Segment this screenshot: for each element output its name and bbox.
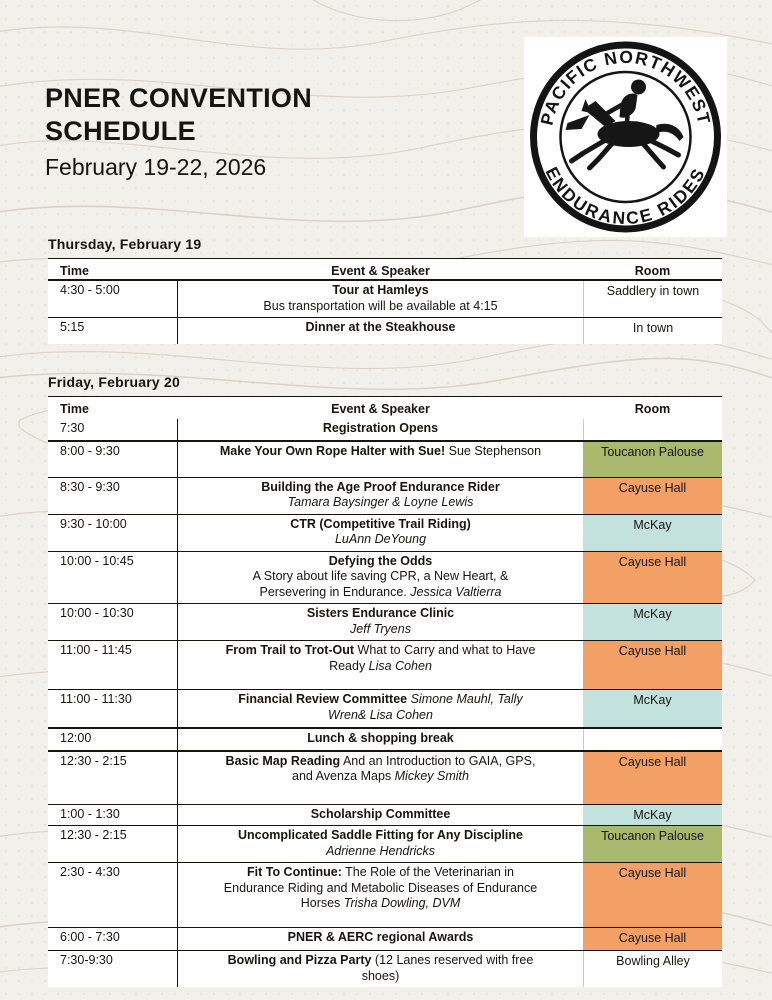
event-cell — [178, 442, 583, 477]
room-cell: Cayuse Hall — [583, 928, 722, 950]
event-cell — [178, 419, 583, 440]
day-block-thursday — [48, 236, 722, 344]
event-cell — [178, 951, 583, 987]
room-cell — [583, 729, 722, 750]
speaker-name: Adrienne Hendricks — [325, 843, 436, 858]
horse-rider-seal-icon — [524, 37, 727, 237]
event-description: A Story about life saving CPR, a New Heart, & Persevering in Endurance. — [252, 569, 509, 599]
column-header-room: Room — [634, 402, 671, 416]
page-title — [45, 82, 515, 148]
speaker-name: Trisha Dowling, DVM — [343, 896, 461, 910]
table-row — [48, 951, 722, 987]
event-description: Bus transportation will be available at 4:15 — [263, 298, 498, 313]
event-cell — [178, 805, 583, 826]
speaker-name: Mickey Smith — [394, 769, 469, 783]
room-cell: McKay — [583, 515, 722, 551]
event-title: Fit To Continue: — [247, 865, 342, 879]
table-row — [48, 690, 722, 729]
time-cell: 12:30 - 2:15 — [48, 826, 178, 862]
event-cell — [178, 752, 583, 804]
day-heading: Friday, February 20 — [48, 374, 180, 390]
time-cell: 8:00 - 9:30 — [48, 442, 178, 477]
column-header-time: Time — [60, 402, 89, 416]
room-cell: Toucanon Palouse — [583, 442, 722, 477]
event-description: The Role of the Veterinarian in Endurance Riding and Metabolic Diseases of Endurance Horses — [223, 865, 538, 910]
table-row — [48, 752, 722, 805]
event-cell — [178, 826, 583, 862]
event-title: Uncomplicated Saddle Fitting for Any Discipline — [238, 828, 523, 842]
event-description: (12 Lanes reserved with free shoes) — [361, 953, 534, 983]
room-cell: Cayuse Hall — [583, 552, 722, 604]
table-row — [48, 641, 722, 690]
speaker-name: Jeff Tryens — [350, 621, 411, 636]
event-cell — [178, 729, 583, 750]
page-subtitle: February 19-22, 2026 — [45, 154, 267, 180]
room-cell: Cayuse Hall — [583, 641, 722, 689]
table-row — [48, 515, 722, 552]
speaker-name: Lisa Cohen — [368, 658, 432, 673]
column-header-event: Event & Speaker — [331, 402, 430, 416]
table-header-row — [48, 397, 722, 419]
title-block — [45, 82, 515, 181]
time-cell: 11:00 - 11:45 — [48, 641, 178, 689]
table-row — [48, 863, 722, 928]
event-cell — [178, 863, 583, 927]
event-cell — [178, 478, 583, 514]
room-cell: McKay — [583, 604, 722, 640]
room-cell: McKay — [583, 805, 722, 826]
event-title: Basic Map Reading — [225, 753, 341, 768]
table-row — [48, 419, 722, 442]
room-cell: Cayuse Hall — [583, 478, 722, 514]
day-block-friday — [48, 374, 722, 987]
time-cell: 10:00 - 10:45 — [48, 552, 178, 604]
table-row — [48, 552, 722, 605]
page-title-line2: SCHEDULE — [45, 116, 196, 146]
event-title: Registration Opens — [322, 421, 439, 435]
event-title: Lunch & shopping break — [307, 731, 454, 745]
event-title: Building the Age Proof Endurance Rider — [261, 479, 500, 494]
time-cell: 5:15 — [48, 318, 178, 344]
event-title: PNER & AERC regional Awards — [287, 930, 474, 944]
event-title: Make Your Own Rope Halter with Sue! — [219, 443, 446, 458]
event-title: Scholarship Committee — [310, 806, 451, 821]
event-cell — [178, 690, 583, 727]
table-row — [48, 805, 722, 827]
event-title: From Trail to Trot-Out — [225, 643, 355, 657]
speaker-name: LuAnn DeYoung — [334, 532, 427, 546]
table-row — [48, 478, 722, 515]
room-cell: Cayuse Hall — [583, 752, 722, 804]
time-cell: 2:30 - 4:30 — [48, 863, 178, 927]
table-row — [48, 826, 722, 863]
room-cell: In town — [583, 318, 722, 344]
table-row — [48, 604, 722, 641]
schedule-table-thursday — [48, 258, 722, 344]
event-title: Financial Review Committee — [238, 692, 408, 706]
event-cell — [178, 318, 583, 344]
time-cell: 12:00 — [48, 729, 178, 750]
schedule-content — [48, 236, 722, 987]
time-cell: 4:30 - 5:00 — [48, 281, 178, 317]
room-cell: Saddlery in town — [583, 281, 722, 317]
time-cell: 7:30-9:30 — [48, 951, 178, 987]
event-title: Bowling and Pizza Party — [227, 953, 372, 967]
event-title: Dinner at the Steakhouse — [305, 320, 456, 334]
table-row — [48, 318, 722, 344]
column-header-event: Event & Speaker — [331, 264, 430, 278]
event-title: Sisters Endurance Clinic — [306, 606, 455, 620]
time-cell: 8:30 - 9:30 — [48, 478, 178, 514]
time-cell: 6:00 - 7:30 — [48, 928, 178, 950]
room-cell: McKay — [583, 690, 722, 727]
page-title-line1: PNER CONVENTION — [45, 83, 313, 113]
column-header-time: Time — [60, 264, 89, 278]
table-header-row — [48, 259, 722, 281]
event-description: And an Introduction to GAIA, GPS, and Avenza Maps — [292, 753, 536, 783]
room-cell: Bowling Alley — [583, 951, 722, 987]
event-cell — [178, 928, 583, 950]
table-row — [48, 928, 722, 951]
event-title: Tour at Hamleys — [332, 283, 429, 297]
event-description: What to Carry and what to Have Ready — [329, 643, 536, 673]
pner-logo — [524, 37, 727, 237]
time-cell: 12:30 - 2:15 — [48, 752, 178, 804]
table-row — [48, 442, 722, 478]
table-row — [48, 281, 722, 318]
column-header-room: Room — [634, 264, 671, 278]
event-cell — [178, 604, 583, 640]
logo-arc-bottom-text: ENDURANCE RIDES — [541, 163, 710, 229]
event-cell — [178, 515, 583, 551]
time-cell: 10:00 - 10:30 — [48, 604, 178, 640]
room-cell — [583, 419, 722, 440]
event-description: Sue Stephenson — [445, 443, 542, 458]
time-cell: 7:30 — [48, 419, 178, 440]
logo-arc-top-text: PACIFIC NORTHWEST — [536, 46, 715, 128]
speaker-name: Jessica Valtierra — [410, 584, 502, 599]
event-cell — [178, 281, 583, 317]
time-cell: 9:30 - 10:00 — [48, 515, 178, 551]
time-cell: 1:00 - 1:30 — [48, 805, 178, 826]
room-cell: Toucanon Palouse — [583, 826, 722, 862]
event-cell — [178, 641, 583, 689]
event-cell — [178, 552, 583, 604]
speaker-name: Simone Mauhl, Tally Wren& Lisa Cohen — [328, 692, 523, 722]
table-row — [48, 729, 722, 752]
speaker-name: Tamara Baysinger & Loyne Lewis — [287, 495, 474, 509]
time-cell: 11:00 - 11:30 — [48, 690, 178, 727]
schedule-table-friday — [48, 396, 722, 987]
day-heading: Thursday, February 19 — [48, 236, 202, 252]
event-title: Defying the Odds — [328, 553, 433, 568]
event-title: CTR (Competitive Trail Riding) — [290, 516, 471, 531]
room-cell: Cayuse Hall — [583, 863, 722, 927]
